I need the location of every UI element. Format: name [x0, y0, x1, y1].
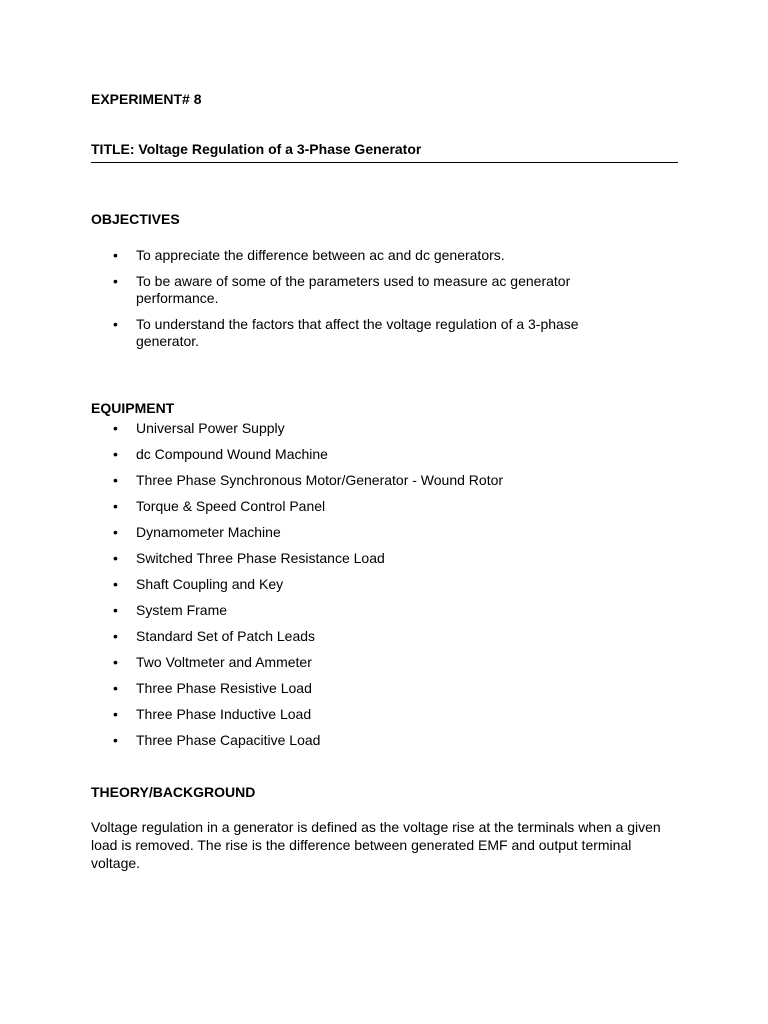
- equipment-text: dc Compound Wound Machine: [136, 446, 328, 462]
- list-item: [91, 576, 651, 593]
- objective-text: To be aware of some of the parameters used to measure ac generator performance.: [136, 273, 571, 306]
- equipment-text: Dynamometer Machine: [136, 524, 281, 540]
- equipment-text: Three Phase Resistive Load: [136, 680, 312, 696]
- experiment-heading: EXPERIMENT# 8: [91, 91, 202, 107]
- list-item: [91, 498, 651, 515]
- equipment-text: Switched Three Phase Resistance Load: [136, 550, 385, 566]
- equipment-text: Three Phase Inductive Load: [136, 706, 312, 722]
- bullet-icon: •: [113, 446, 118, 462]
- bullet-icon: •: [113, 628, 118, 644]
- bullet-icon: •: [113, 654, 118, 670]
- bullet-icon: •: [113, 680, 118, 696]
- equipment-text: Three Phase Synchronous Motor/Generator - Wound Rotor: [136, 472, 504, 488]
- bullet-icon: •: [113, 420, 118, 436]
- bullet-icon: •: [113, 576, 118, 592]
- objective-text: To appreciate the difference between ac and dc generators.: [136, 247, 505, 263]
- list-item: [91, 706, 651, 723]
- equipment-list: [91, 420, 651, 758]
- list-item: [91, 524, 651, 541]
- bullet-icon: •: [113, 472, 118, 488]
- title-heading: TITLE: Voltage Regulation of a 3-Phase Generator: [91, 141, 422, 157]
- bullet-icon: •: [113, 550, 118, 566]
- list-item: [91, 654, 651, 671]
- list-item: [91, 628, 651, 645]
- bullet-icon: •: [113, 498, 118, 514]
- bullet-icon: •: [113, 732, 118, 748]
- list-item: [91, 316, 606, 350]
- equipment-text: Shaft Coupling and Key: [136, 576, 284, 592]
- equipment-text: System Frame: [136, 602, 228, 618]
- objective-text: To understand the factors that affect the voltage regulation of a 3-phase generator.: [136, 316, 579, 349]
- theory-heading: THEORY/BACKGROUND: [91, 784, 256, 800]
- list-item: [91, 680, 651, 697]
- list-item: [91, 247, 651, 264]
- list-item: [91, 732, 651, 749]
- list-item: [91, 602, 651, 619]
- objectives-list: [91, 247, 651, 359]
- objectives-heading: OBJECTIVES: [91, 211, 180, 227]
- list-item: [91, 472, 651, 489]
- list-item: [91, 550, 651, 567]
- equipment-text: Standard Set of Patch Leads: [136, 628, 316, 644]
- list-item: [91, 446, 651, 463]
- equipment-text: Two Voltmeter and Ammeter: [136, 654, 312, 670]
- equipment-text: Torque & Speed Control Panel: [136, 498, 326, 514]
- bullet-icon: •: [113, 273, 118, 289]
- bullet-icon: •: [113, 524, 118, 540]
- equipment-text: Three Phase Capacitive Load: [136, 732, 321, 748]
- list-item: [91, 273, 606, 307]
- theory-paragraph: Voltage regulation in a generator is defined as the voltage rise at the terminals when a given load is removed. The rise is the difference between generated EMF and output terminal voltage.: [91, 819, 661, 871]
- bullet-icon: •: [113, 602, 118, 618]
- title-underline-divider: [91, 162, 678, 163]
- equipment-heading: EQUIPMENT: [91, 400, 175, 416]
- equipment-text: Universal Power Supply: [136, 420, 285, 436]
- list-item: [91, 420, 651, 437]
- bullet-icon: •: [113, 706, 118, 722]
- bullet-icon: •: [113, 316, 118, 332]
- bullet-icon: •: [113, 247, 118, 263]
